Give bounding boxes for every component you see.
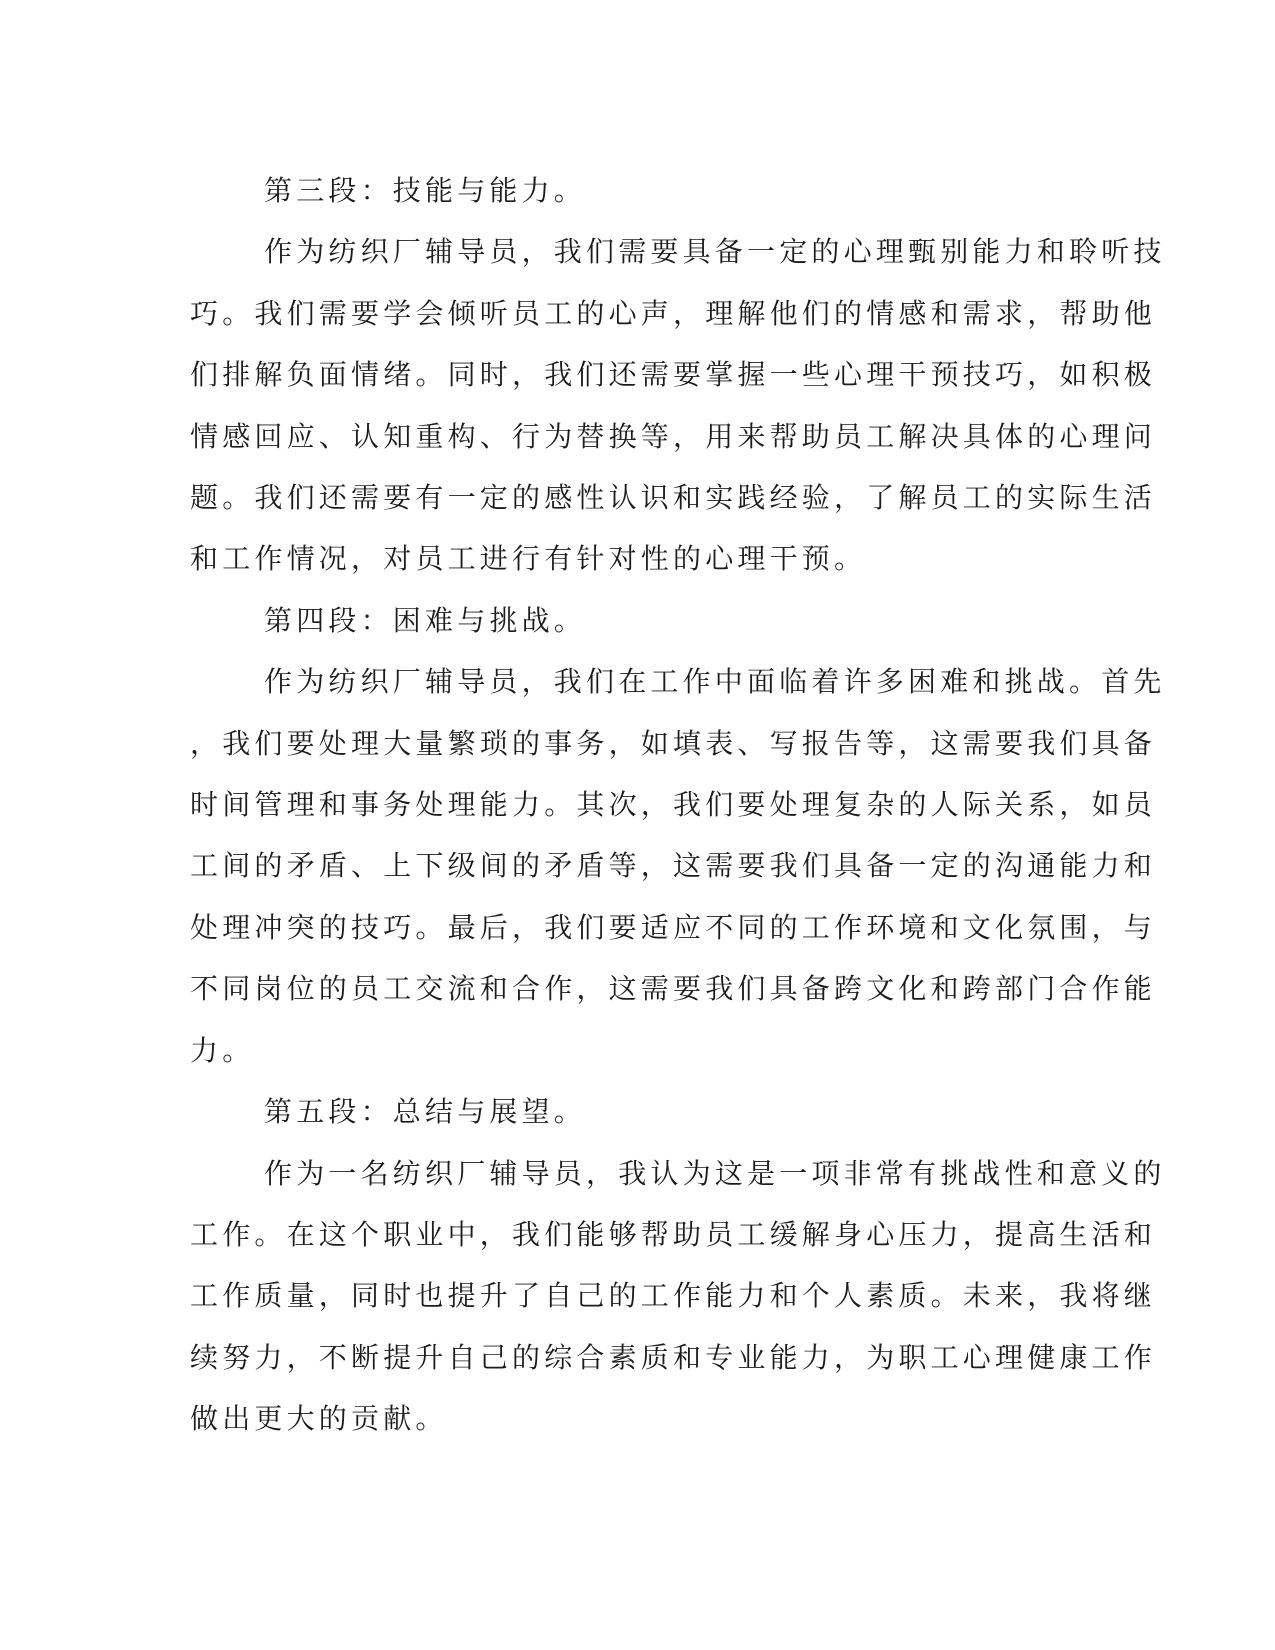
text-line: 第三段：技能与能力。 (264, 174, 587, 207)
text-line: 做出更大的贡献。 (190, 1402, 448, 1436)
text-line: 续努力，不断提升自己的综合素质和专业能力，为职工心理健康工作 (190, 1340, 1157, 1374)
text-line: 情感回应、认知重构、行为替换等，用来帮助员工解决具体的心理问 (190, 419, 1157, 453)
text-line: 工作质量，同时也提升了自己的工作能力和个人素质。未来，我将继 (190, 1279, 1157, 1313)
section-heading-5 (190, 1081, 1066, 1142)
text-line: 巧。我们需要学会倾听员工的心声，理解他们的情感和需求，帮助他 (190, 296, 1157, 330)
text-line: 们排解负面情绪。同时，我们还需要掌握一些心理干预技巧，如积极 (190, 358, 1157, 392)
text-line: ，我们要处理大量繁琐的事务，如填表、写报告等，这需要我们具备 (190, 726, 1157, 760)
text-line: 作为一名纺织厂辅导员，我认为这是一项非常有挑战性和意义的 (264, 1156, 1166, 1190)
text-line: 处理冲突的技巧。最后，我们要适应不同的工作环境和文化氛围，与 (190, 910, 1157, 944)
body-paragraph-5 (190, 1143, 1166, 1450)
text-line: 不同岗位的员工交流和合作，这需要我们具备跨文化和跨部门合作能 (190, 972, 1157, 1006)
text-line: 和工作情况，对员工进行有针对性的心理干预。 (190, 542, 867, 576)
text-line: 工作。在这个职业中，我们能够帮助员工缓解身心压力，提高生活和 (190, 1217, 1157, 1251)
body-paragraph-3 (190, 221, 1166, 589)
text-line: 时间管理和事务处理能力。其次，我们要处理复杂的人际关系，如员 (190, 788, 1157, 822)
text-line: 力。 (190, 1033, 255, 1067)
document-body (190, 160, 1166, 1450)
text-line: 第五段：总结与展望。 (264, 1095, 587, 1129)
body-paragraph-4 (190, 651, 1166, 1081)
text-line: 题。我们还需要有一定的感性认识和实践经验，了解员工的实际生活 (190, 481, 1157, 515)
text-line: 作为纺织厂辅导员，我们在工作中面临着许多困难和挑战。首先 (264, 665, 1166, 699)
text-line: 工间的矛盾、上下级间的矛盾等，这需要我们具备一定的沟通能力和 (190, 849, 1157, 883)
text-line: 作为纺织厂辅导员，我们需要具备一定的心理甄别能力和聆听技 (264, 235, 1166, 269)
section-heading-4 (190, 590, 1066, 651)
section-heading-3 (190, 160, 1066, 221)
text-line: 第四段：困难与挑战。 (264, 603, 587, 637)
